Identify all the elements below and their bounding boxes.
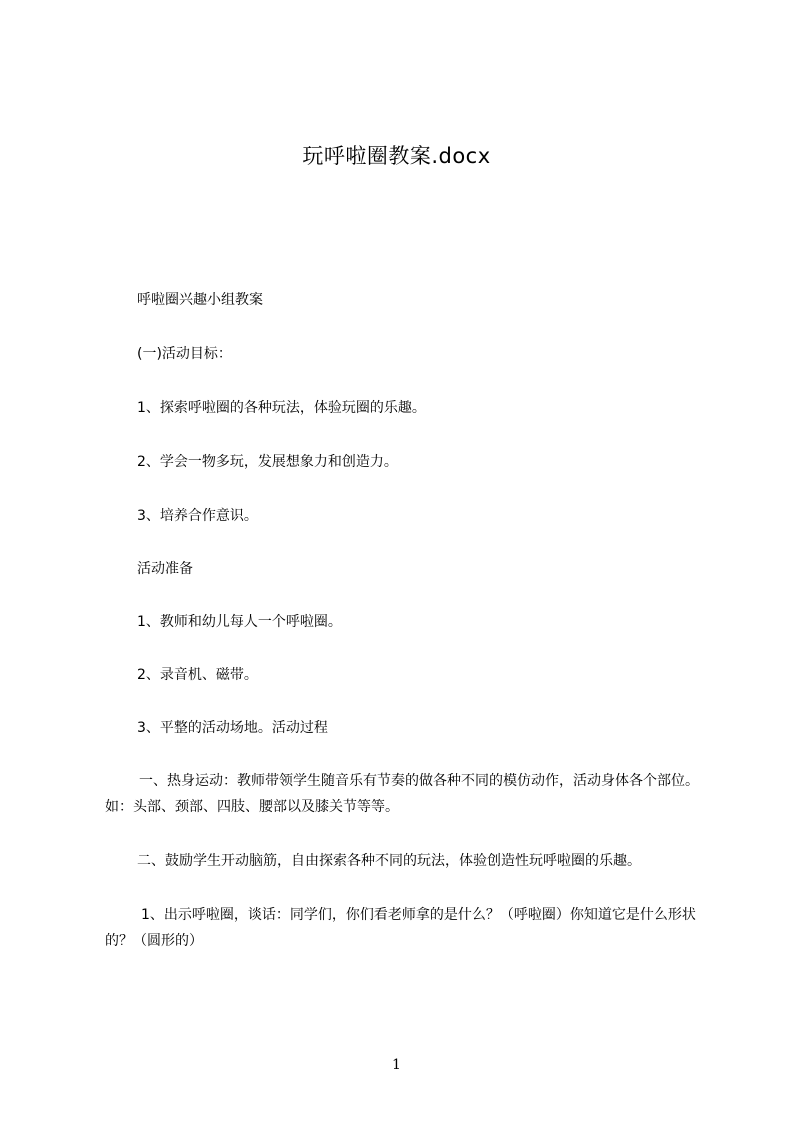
- page-number: 1: [392, 1057, 401, 1073]
- paragraph-preparation-2: 2、录音机、磁带。: [137, 667, 258, 683]
- paragraph-objective-3: 3、培养合作意识。: [137, 508, 258, 524]
- paragraph-step-1: 1、出示呼啦圈，谈话：同学们，你们看老师拿的是什么？（呼啦圈）你知道它是什么形状的？（圆形的）: [105, 907, 696, 949]
- paragraph-heading: 呼啦圈兴趣小组教案: [137, 292, 263, 308]
- document-title: 玩呼啦圈教案.docx: [302, 144, 491, 168]
- paragraph-objective-2: 2、学会一物多玩，发展想象力和创造力。: [137, 454, 398, 470]
- paragraph-objectives-heading: (一)活动目标：: [137, 346, 232, 362]
- paragraph-warmup: 一、热身运动：教师带领学生随音乐有节奏的做各种不同的模仿动作，活动身体各个部位。如：头部、颈部、四肢、腰部以及膝关节等等。: [105, 773, 699, 815]
- paragraph-objective-1: 1、探索呼啦圈的各种玩法，体验玩圈的乐趣。: [137, 400, 426, 416]
- paragraph-explore: 二、鼓励学生开动脑筋，自由探索各种不同的玩法，体验创造性玩呼啦圈的乐趣。: [137, 853, 641, 869]
- paragraph-preparation-1: 1、教师和幼儿每人一个呼啦圈。: [137, 614, 342, 630]
- paragraph-preparation-heading: 活动准备: [137, 561, 193, 577]
- paragraph-preparation-3: 3、平整的活动场地。活动过程: [137, 720, 328, 736]
